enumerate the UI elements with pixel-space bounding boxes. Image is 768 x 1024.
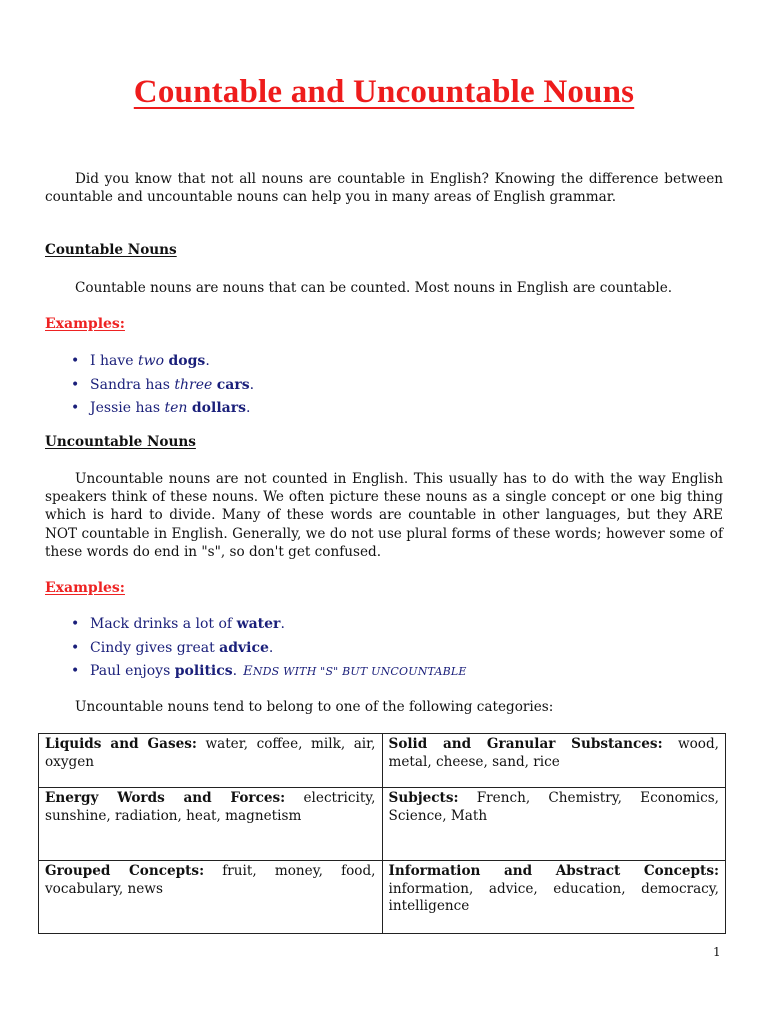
table-cell: Liquids and Gases: water, coffee, milk, air, oxygen: [39, 734, 383, 788]
table-row: [39, 734, 726, 788]
table-cell: Information and Abstract Concepts: information, advice, education, democracy, intelligence: [382, 861, 726, 934]
bullet-icon: •: [71, 616, 80, 632]
list-item: • Mack drinks a lot of water.: [71, 616, 285, 632]
table-cell: Grouped Concepts: fruit, money, food, vocabulary, news: [39, 861, 383, 934]
table-row: [39, 861, 726, 934]
bullet-icon: •: [71, 663, 80, 679]
uncountable-examples-label: Examples:: [45, 580, 125, 596]
list-item: • Sandra has three cars.: [71, 376, 255, 393]
countable-examples-list: [71, 352, 254, 423]
uncountable-heading: Uncountable Nouns: [45, 434, 196, 450]
page-title: Countable and Uncountable Nouns: [133, 74, 635, 110]
uncountable-note: ENDS WITH "S" BUT UNCOUNTABLE: [243, 664, 467, 679]
bullet-icon: •: [71, 400, 80, 416]
bullet-icon: •: [71, 639, 80, 656]
list-item: • Paul enjoys politics. ENDS WITH "S" BUT UNCOUNTABLE: [71, 663, 467, 679]
countable-heading: Countable Nouns: [45, 242, 177, 258]
table-cell: Energy Words and Forces: electricity, sunshine, radiation, heat, magnetism: [39, 788, 383, 861]
bullet-icon: •: [71, 353, 80, 369]
list-item: • I have two dogs.: [71, 353, 210, 369]
table-cell: Solid and Granular Substances: wood, metal, cheese, sand, rice: [382, 734, 726, 788]
table-row: [39, 788, 726, 861]
list-item: • Jessie has ten dollars.: [71, 400, 251, 416]
page-number: 1: [713, 945, 721, 959]
list-item: • Cindy gives great advice.: [71, 639, 274, 656]
categories-table: [38, 733, 726, 934]
table-cell: Subjects: French, Chemistry, Economics, Science, Math: [382, 788, 726, 861]
uncountable-description: Uncountable nouns are not counted in English. This usually has to do with the way English speakers think of these nouns. We often picture these nouns as a single concept or one big thing which is hard to divide. Many of these words are countable in other languages, but they ARE NOT countable in English. Generally, we do not use plural forms of these words; however some of these words do end in "s", so don't get confused.: [45, 471, 723, 560]
bullet-icon: •: [71, 376, 80, 393]
countable-description: Countable nouns are nouns that can be counted. Most nouns in English are countable.: [75, 280, 673, 296]
categories-intro: Uncountable nouns tend to belong to one of the following categories:: [75, 699, 554, 715]
uncountable-examples-list: [71, 615, 467, 686]
countable-examples-label: Examples:: [45, 316, 125, 332]
intro-paragraph: Did you know that not all nouns are countable in English? Knowing the difference between countable and uncountable nouns can help you in many areas of English grammar.: [45, 171, 723, 206]
